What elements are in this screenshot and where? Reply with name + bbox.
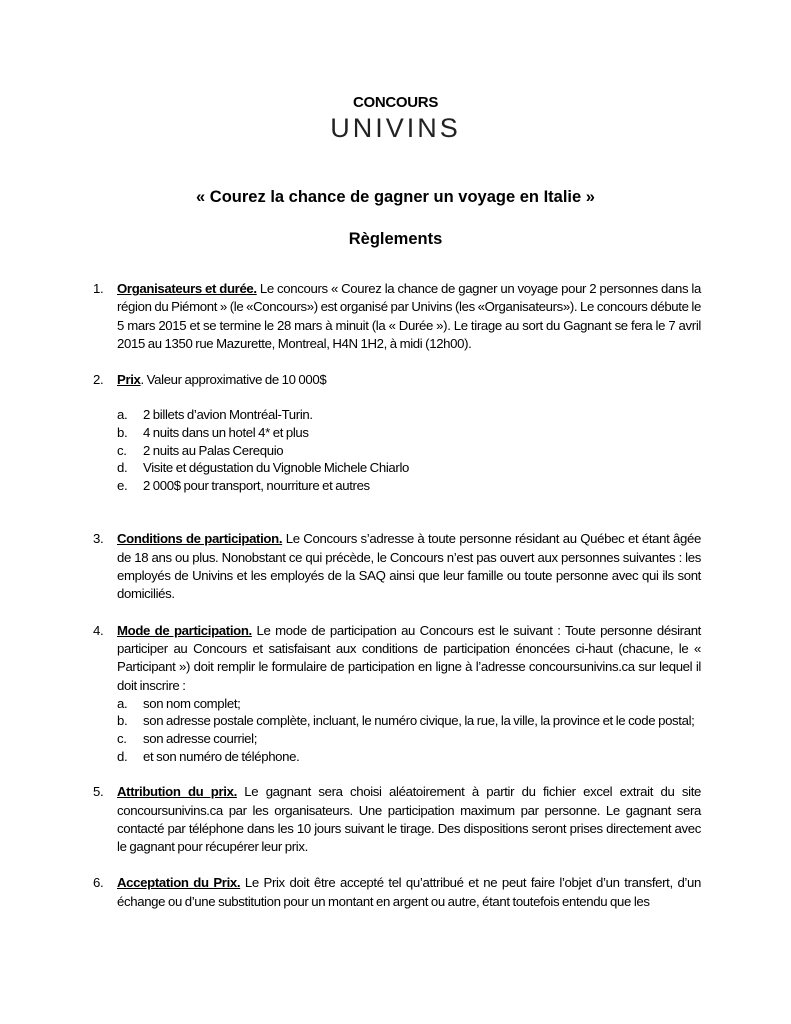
list-text: 4 nuits dans un hotel 4* et plus	[143, 425, 309, 441]
section-number: 1.	[93, 281, 104, 296]
list-item	[117, 442, 701, 460]
list-letter: a.	[117, 407, 128, 423]
section-3	[93, 530, 701, 603]
section-4	[93, 622, 701, 766]
list-text: et son numéro de téléphone.	[143, 748, 300, 764]
list-item	[117, 748, 701, 766]
paragraph	[117, 783, 701, 856]
line-text: avril 2015 au 1350 rue Mazurette, Montreal, H4N 1H2, à midi (12h00).	[117, 317, 701, 351]
section-number: 3.	[93, 531, 104, 547]
list-text: son adresse postale complète, incluant, le numéro civique, la rue, la ville, la province et le code	[143, 713, 656, 729]
section-heading: Mode de participation.	[117, 622, 252, 638]
section-number: 5.	[93, 784, 104, 800]
list-text: son nom complet;	[143, 695, 241, 711]
paragraph	[117, 280, 701, 353]
paragraph	[117, 530, 701, 603]
paragraph	[117, 371, 701, 389]
logo-concours: CONCOURS	[352, 94, 439, 111]
list-item	[117, 695, 701, 713]
document-title: « Courez la chance de gagner un voyage en Italie »	[196, 188, 595, 206]
list-text: 2 nuits au Palas Cerequio	[143, 442, 284, 458]
logo-univins: UNIVINS	[330, 113, 461, 143]
line-text: Le mode de participation au Concours est le suivant : Toute personne désirant	[251, 622, 702, 638]
list-text: son adresse courriel;	[143, 731, 258, 747]
line-text: Le Concours s’adresse à toute personne résidant au Québec et étant âgée de	[117, 531, 701, 565]
list-letter: d.	[117, 748, 128, 764]
list-item	[117, 712, 701, 730]
section-heading: Attribution du prix.	[117, 784, 237, 800]
list-letter: d.	[117, 460, 128, 476]
line-text: Participant ») doit remplir le formulaire de participation en ligne à l’adresse concoursunivins.ca sur lequel	[117, 659, 693, 675]
list-item	[117, 477, 701, 495]
line-text: le 5 mars 2015 et se termine le 28 mars à minuit (la « Durée »). Le tirage au sort du Gagnant se fera le 7	[117, 299, 701, 333]
line-text: Le gagnant sera choisi aléatoirement à partir du fichier excel extrait du site	[236, 784, 701, 800]
paragraph	[117, 874, 701, 911]
list-letter: b.	[117, 425, 128, 441]
line-text: 18 ans ou plus. Nonobstant ce qui précède, le Concours n’est pas ouvert aux personnes suivantes : les	[134, 549, 701, 565]
section-heading: Organisateurs et durée.	[117, 281, 257, 296]
line-text: Le Prix doit être accepté tel qu’attribué et ne peut faire l’objet d’un transfert, d’un	[240, 875, 701, 891]
list-text-cont: postal;	[658, 713, 695, 729]
section-heading: Prix	[117, 372, 141, 388]
line-text: Le concours « Courez la chance de gagner un voyage pour 2 personnes dans la	[256, 281, 701, 296]
section-6	[93, 874, 701, 911]
list-letter: e.	[117, 477, 128, 493]
line-text: . Valeur approximative de 10 000$	[140, 372, 327, 388]
section-2	[93, 371, 701, 494]
list-letter: a.	[117, 695, 128, 711]
line-text: concoursunivins.ca par les organisateurs. Une participation maximum par personne. Le gagnant sera	[117, 802, 701, 818]
line-text: domiciliés.	[117, 586, 175, 602]
list-letter: c.	[117, 731, 127, 747]
line-text: employés de Univins et les employés de la SAQ ainsi que leur famille ou toute personne avec qui ils sont	[117, 568, 701, 584]
line-text: participer au Concours et satisfaisant aux conditions de participation énoncées ci-haut (chacune, le «	[117, 640, 701, 656]
list-letter: c.	[117, 442, 127, 458]
section-number: 6.	[93, 875, 104, 891]
section-number: 4.	[93, 622, 104, 638]
list-item	[117, 730, 701, 748]
list-letter: b.	[117, 713, 128, 729]
section-1	[93, 280, 701, 353]
list-item	[117, 424, 701, 442]
line-text: contacté par téléphone dans les 10 jours suivant le tirage. Des dispositions seront prises directement avec	[117, 820, 701, 836]
list-item	[117, 459, 701, 477]
section-heading: Acceptation du Prix.	[117, 875, 241, 891]
line-text: région du Piémont » (le «Concours») est organisé par Univins (les «Organisateurs»). Le concours débute	[117, 299, 689, 315]
list-item	[117, 406, 701, 424]
section-5	[93, 783, 701, 856]
line-text: il doit inscrire :	[117, 659, 701, 693]
document-subtitle: Règlements	[348, 230, 443, 248]
line-text: le gagnant pour récupérer leur prix.	[117, 839, 308, 855]
list-text: 2 000$ pour transport, nourriture et autres	[143, 477, 370, 493]
paragraph	[117, 622, 701, 695]
list-text: 2 billets d’avion Montréal-Turin.	[143, 407, 313, 423]
section-heading: Conditions de participation.	[117, 531, 283, 547]
list-text: Visite et dégustation du Vignoble Michele Chiarlo	[143, 460, 410, 476]
line-text: échange ou d’une substitution pour un montant en argent ou autre, étant toutefois entendu que les	[117, 893, 650, 909]
section-number: 2.	[93, 372, 104, 388]
